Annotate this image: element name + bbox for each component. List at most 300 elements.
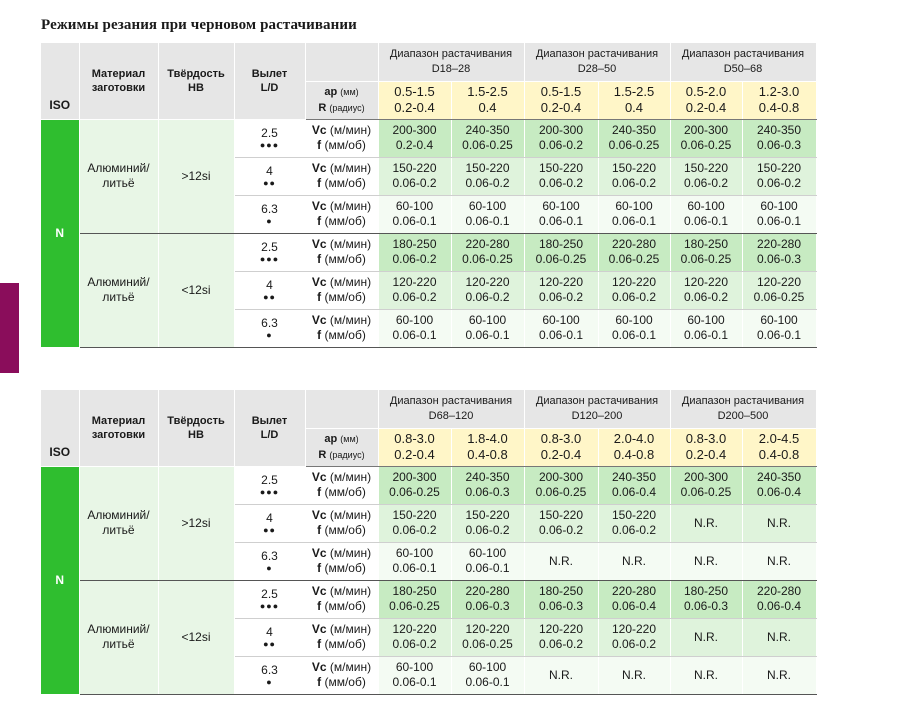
overhang-cell bbox=[234, 233, 305, 271]
f-value: 0.06-0.2 bbox=[465, 523, 510, 537]
speed-feed-cell bbox=[524, 309, 598, 347]
vc-value: 60-100 bbox=[542, 313, 580, 327]
vc-value: 150-220 bbox=[538, 161, 584, 175]
page-title: Режимы резания при черновом растачивании bbox=[41, 17, 357, 33]
f-value: 0.06-0.25 bbox=[680, 485, 732, 499]
range-value: D28–50 bbox=[577, 62, 617, 75]
speed-feed-cell bbox=[598, 466, 670, 504]
f-value: 0.06-0.1 bbox=[683, 214, 729, 228]
f-value: 0.06-0.2 bbox=[465, 290, 510, 304]
f-label: f bbox=[317, 290, 322, 304]
f-unit: (мм/об) bbox=[321, 214, 366, 228]
speed-feed-cell bbox=[378, 618, 451, 656]
range-label: Диапазон растачивания bbox=[389, 394, 513, 407]
ap-value: 1.5-2.5 bbox=[613, 84, 655, 99]
vc-label: Vc bbox=[311, 275, 327, 289]
speed-feed-cell bbox=[742, 466, 816, 504]
f-value: 0.06-0.1 bbox=[392, 214, 437, 228]
vc-value: 60-100 bbox=[395, 660, 434, 674]
r-value: 0.4-0.8 bbox=[467, 447, 508, 462]
speed-feed-cell bbox=[451, 157, 524, 195]
speed-feed-cell bbox=[670, 466, 742, 504]
vc-value: 60-100 bbox=[468, 660, 507, 674]
overhang-value: 2.5 bbox=[261, 587, 278, 601]
f-value: 0.06-0.1 bbox=[465, 675, 510, 689]
overhang-cell bbox=[234, 542, 305, 580]
vc-value: 120-220 bbox=[392, 622, 437, 636]
ap-r-value bbox=[670, 428, 742, 466]
vc-value: 150-220 bbox=[611, 161, 657, 175]
overhang-header bbox=[234, 43, 305, 119]
vc-value: 60-100 bbox=[615, 313, 653, 327]
vc-value: 180-250 bbox=[392, 584, 437, 598]
ap-r-value bbox=[598, 81, 670, 119]
vc-value: 120-220 bbox=[611, 622, 657, 636]
f-value: 0.06-0.1 bbox=[465, 214, 510, 228]
speed-feed-cell bbox=[670, 309, 742, 347]
speed-feed-cell bbox=[598, 504, 670, 542]
speed-feed-cell bbox=[598, 233, 670, 271]
r-label: R bbox=[318, 449, 330, 461]
overhang-unit: L/D bbox=[260, 428, 279, 441]
vc-value: 60-100 bbox=[395, 546, 434, 560]
speed-feed-cell bbox=[670, 580, 742, 618]
vc-label: Vc bbox=[311, 313, 327, 327]
speed-feed-cell bbox=[670, 233, 742, 271]
ap-r-label bbox=[305, 428, 378, 466]
f-value: 0.06-0.3 bbox=[756, 252, 802, 266]
vc-value: 60-100 bbox=[615, 199, 653, 213]
ap-unit: (мм) bbox=[340, 87, 359, 97]
vc-label: Vc bbox=[311, 584, 327, 598]
speed-feed-cell bbox=[670, 656, 742, 694]
f-value: 0.06-0.2 bbox=[538, 290, 584, 304]
f-value: 0.06-0.2 bbox=[611, 290, 657, 304]
speed-feed-cell bbox=[524, 504, 598, 542]
r-value: 0.2-0.4 bbox=[540, 100, 582, 115]
iso-header: ISO bbox=[41, 390, 79, 466]
overhang-value: 6.3 bbox=[261, 549, 278, 563]
data-row bbox=[41, 466, 816, 504]
overhang-dots-icon: ●● bbox=[263, 639, 276, 649]
vc-value: 60-100 bbox=[542, 199, 580, 213]
overhang-value: 6.3 bbox=[261, 316, 278, 330]
vc-value: 180-250 bbox=[683, 237, 729, 251]
r-value: 0.4-0.8 bbox=[758, 100, 800, 115]
r-value: 0.2-0.4 bbox=[394, 100, 435, 115]
vc-label: Vc bbox=[311, 199, 327, 213]
f-value: 0.06-0.1 bbox=[538, 214, 584, 228]
f-value: 0.06-0.25 bbox=[608, 138, 660, 152]
f-value: 0.06-0.2 bbox=[392, 252, 437, 266]
r-label: R bbox=[318, 102, 330, 114]
data-row bbox=[41, 233, 816, 271]
vc-unit: (м/мин) bbox=[326, 237, 372, 251]
f-value: 0.06-0.2 bbox=[611, 176, 657, 190]
f-unit: (мм/об) bbox=[321, 675, 366, 689]
vc-f-label bbox=[305, 542, 378, 580]
not-recommended: N.R. bbox=[549, 553, 573, 568]
r-value: 0.2-0.4 bbox=[394, 447, 435, 462]
r-value: 0.2-0.4 bbox=[540, 447, 582, 462]
overhang-cell bbox=[234, 618, 305, 656]
overhang-cell bbox=[234, 309, 305, 347]
section-tab-marker bbox=[0, 283, 19, 373]
vc-value: 120-220 bbox=[465, 622, 510, 636]
speed-feed-cell bbox=[524, 466, 598, 504]
ap-unit: (мм) bbox=[340, 434, 359, 444]
overhang-dots-icon: ●● bbox=[263, 525, 276, 535]
f-unit: (мм/об) bbox=[321, 561, 366, 575]
speed-feed-cell bbox=[451, 195, 524, 233]
iso-header: ISO bbox=[41, 43, 79, 119]
overhang-unit: L/D bbox=[260, 81, 279, 94]
f-label: f bbox=[317, 252, 322, 266]
not-recommended: N.R. bbox=[622, 553, 646, 568]
f-value: 0.06-0.1 bbox=[465, 561, 510, 575]
ap-r-value bbox=[742, 428, 816, 466]
vc-value: 120-220 bbox=[611, 275, 657, 289]
range-value: D120–200 bbox=[571, 409, 623, 422]
speed-feed-cell bbox=[670, 195, 742, 233]
vc-value: 150-220 bbox=[465, 508, 510, 522]
f-label: f bbox=[317, 637, 322, 651]
material-header: Материал заготовки bbox=[79, 43, 158, 119]
overhang-dots-icon: ● bbox=[266, 216, 273, 226]
vc-value: 150-220 bbox=[611, 508, 657, 522]
not-recommended: N.R. bbox=[767, 553, 791, 568]
speed-feed-cell bbox=[598, 309, 670, 347]
r-value: 0.4 bbox=[624, 100, 644, 115]
ap-label: ap bbox=[324, 86, 341, 98]
vc-f-label bbox=[305, 271, 378, 309]
overhang-value: 4 bbox=[266, 511, 273, 525]
ap-label: ap bbox=[324, 433, 341, 445]
vc-value: 150-220 bbox=[756, 161, 802, 175]
f-unit: (мм/об) bbox=[321, 328, 366, 342]
speed-feed-cell bbox=[598, 271, 670, 309]
range-value: D68–120 bbox=[428, 409, 474, 422]
speed-feed-cell bbox=[598, 656, 670, 694]
range-value: D200–500 bbox=[717, 409, 769, 422]
ap-value: 2.0-4.0 bbox=[613, 431, 655, 446]
not-recommended: N.R. bbox=[694, 553, 718, 568]
f-value: 0.2-0.4 bbox=[395, 138, 434, 152]
range-label: Диапазон растачивания bbox=[535, 394, 659, 407]
f-value: 0.06-0.2 bbox=[392, 523, 437, 537]
overhang-dots-icon: ● bbox=[266, 677, 273, 687]
vc-value: 200-300 bbox=[538, 470, 584, 484]
f-value: 0.06-0.1 bbox=[756, 214, 802, 228]
not-recommended: N.R. bbox=[549, 667, 573, 682]
overhang-cell bbox=[234, 195, 305, 233]
speed-feed-cell bbox=[451, 309, 524, 347]
vc-value: 60-100 bbox=[687, 313, 725, 327]
overhang-dots-icon: ●●● bbox=[259, 601, 280, 611]
r-value: 0.4-0.8 bbox=[613, 447, 655, 462]
param-header-blank bbox=[305, 43, 378, 81]
range-header bbox=[524, 43, 670, 81]
vc-value: 60-100 bbox=[468, 313, 507, 327]
speed-feed-cell bbox=[742, 271, 816, 309]
overhang-cell bbox=[234, 466, 305, 504]
vc-value: 200-300 bbox=[392, 470, 437, 484]
speed-feed-cell bbox=[742, 504, 816, 542]
speed-feed-cell bbox=[742, 656, 816, 694]
hardness-unit: HB bbox=[188, 81, 204, 94]
speed-feed-cell bbox=[598, 618, 670, 656]
f-value: 0.06-0.2 bbox=[538, 637, 584, 651]
ap-r-value bbox=[451, 428, 524, 466]
f-value: 0.06-0.1 bbox=[611, 214, 657, 228]
f-value: 0.06-0.25 bbox=[753, 290, 805, 304]
f-value: 0.06-0.4 bbox=[756, 485, 802, 499]
param-header-blank bbox=[305, 390, 378, 428]
ap-r-value bbox=[742, 81, 816, 119]
vc-label: Vc bbox=[311, 123, 327, 137]
speed-feed-cell bbox=[742, 233, 816, 271]
speed-feed-cell bbox=[451, 271, 524, 309]
f-unit: (мм/об) bbox=[321, 290, 366, 304]
iso-group-n: N bbox=[41, 466, 79, 694]
speed-feed-cell bbox=[378, 157, 451, 195]
hardness-label: Твёрдость bbox=[167, 414, 225, 427]
speed-feed-cell bbox=[670, 271, 742, 309]
ap-value: 1.8-4.0 bbox=[467, 431, 508, 446]
f-value: 0.06-0.1 bbox=[756, 328, 802, 342]
f-value: 0.06-0.25 bbox=[462, 252, 513, 266]
speed-feed-cell bbox=[451, 466, 524, 504]
f-value: 0.06-0.2 bbox=[683, 290, 729, 304]
r-value: 0.4-0.8 bbox=[758, 447, 800, 462]
vc-unit: (м/мин) bbox=[326, 660, 372, 674]
speed-feed-cell bbox=[670, 119, 742, 157]
not-recommended: N.R. bbox=[767, 515, 791, 530]
vc-f-label bbox=[305, 466, 378, 504]
ap-r-value bbox=[524, 81, 598, 119]
vc-unit: (м/мин) bbox=[326, 508, 372, 522]
speed-feed-cell bbox=[742, 195, 816, 233]
vc-f-label bbox=[305, 309, 378, 347]
not-recommended: N.R. bbox=[694, 667, 718, 682]
vc-value: 220-280 bbox=[465, 237, 510, 251]
vc-value: 240-350 bbox=[611, 123, 657, 137]
overhang-value: 2.5 bbox=[261, 473, 278, 487]
range-value: D18–28 bbox=[431, 62, 471, 75]
vc-value: 180-250 bbox=[538, 584, 584, 598]
ap-r-value bbox=[451, 81, 524, 119]
speed-feed-cell bbox=[598, 195, 670, 233]
overhang-label: Вылет bbox=[251, 414, 288, 427]
f-value: 0.06-0.3 bbox=[683, 599, 729, 613]
f-value: 0.06-0.2 bbox=[756, 176, 802, 190]
header-row-ranges bbox=[41, 43, 816, 81]
vc-f-label bbox=[305, 580, 378, 618]
f-label: f bbox=[317, 561, 322, 575]
speed-feed-cell bbox=[378, 542, 451, 580]
overhang-value: 2.5 bbox=[261, 240, 278, 254]
vc-f-label bbox=[305, 195, 378, 233]
speed-feed-cell bbox=[598, 542, 670, 580]
vc-value: 180-250 bbox=[683, 584, 729, 598]
r-unit: (радиус) bbox=[329, 103, 365, 113]
speed-feed-cell bbox=[378, 580, 451, 618]
r-value: 0.4 bbox=[478, 100, 497, 115]
vc-value: 150-220 bbox=[465, 161, 510, 175]
speed-feed-cell bbox=[670, 618, 742, 656]
vc-value: 120-220 bbox=[756, 275, 802, 289]
speed-feed-cell bbox=[378, 656, 451, 694]
overhang-cell bbox=[234, 271, 305, 309]
f-label: f bbox=[317, 675, 322, 689]
range-header bbox=[524, 390, 670, 428]
overhang-dots-icon: ●●● bbox=[259, 487, 280, 497]
f-label: f bbox=[317, 176, 322, 190]
f-label: f bbox=[317, 328, 322, 342]
data-row bbox=[41, 119, 816, 157]
speed-feed-cell bbox=[742, 309, 816, 347]
speed-feed-cell bbox=[742, 618, 816, 656]
f-value: 0.06-0.1 bbox=[392, 675, 437, 689]
not-recommended: N.R. bbox=[622, 667, 646, 682]
f-value: 0.06-0.3 bbox=[465, 485, 510, 499]
vc-value: 120-220 bbox=[392, 275, 437, 289]
vc-unit: (м/мин) bbox=[326, 470, 372, 484]
speed-feed-cell bbox=[598, 157, 670, 195]
data-row bbox=[41, 580, 816, 618]
speed-feed-cell bbox=[524, 542, 598, 580]
f-value: 0.06-0.1 bbox=[465, 328, 510, 342]
vc-value: 60-100 bbox=[468, 546, 507, 560]
f-label: f bbox=[317, 523, 322, 537]
vc-value: 150-220 bbox=[392, 161, 437, 175]
material-cell: Алюминий/литьё bbox=[79, 233, 158, 347]
vc-f-label bbox=[305, 618, 378, 656]
speed-feed-cell bbox=[524, 233, 598, 271]
vc-unit: (м/мин) bbox=[326, 622, 372, 636]
speed-feed-cell bbox=[670, 157, 742, 195]
speed-feed-cell bbox=[524, 580, 598, 618]
hardness-cell: >12si bbox=[158, 119, 234, 233]
vc-value: 220-280 bbox=[756, 237, 802, 251]
hardness-label: Твёрдость bbox=[167, 67, 225, 80]
header-row-ranges bbox=[41, 390, 816, 428]
f-value: 0.06-0.25 bbox=[389, 485, 440, 499]
speed-feed-cell bbox=[378, 504, 451, 542]
hardness-header bbox=[158, 390, 234, 466]
overhang-value: 4 bbox=[266, 164, 273, 178]
f-value: 0.06-0.25 bbox=[389, 599, 440, 613]
speed-feed-cell bbox=[742, 157, 816, 195]
hardness-cell: >12si bbox=[158, 466, 234, 580]
f-value: 0.06-0.2 bbox=[538, 138, 584, 152]
vc-value: 240-350 bbox=[756, 470, 802, 484]
material-header: Материал заготовки bbox=[79, 390, 158, 466]
overhang-header bbox=[234, 390, 305, 466]
vc-unit: (м/мин) bbox=[326, 123, 372, 137]
overhang-value: 6.3 bbox=[261, 202, 278, 216]
cutting-data-table bbox=[41, 43, 817, 348]
overhang-cell bbox=[234, 580, 305, 618]
speed-feed-cell bbox=[378, 309, 451, 347]
ap-value: 0.5-1.5 bbox=[540, 84, 582, 99]
overhang-dots-icon: ●●● bbox=[259, 254, 280, 264]
vc-value: 150-220 bbox=[683, 161, 729, 175]
vc-value: 240-350 bbox=[465, 123, 510, 137]
f-value: 0.06-0.4 bbox=[611, 485, 657, 499]
ap-value: 0.5-1.5 bbox=[394, 84, 435, 99]
vc-value: 150-220 bbox=[538, 508, 584, 522]
vc-value: 60-100 bbox=[395, 199, 434, 213]
range-label: Диапазон растачивания bbox=[681, 47, 805, 60]
range-header bbox=[378, 390, 524, 428]
speed-feed-cell bbox=[378, 466, 451, 504]
vc-value: 150-220 bbox=[392, 508, 437, 522]
range-header bbox=[378, 43, 524, 81]
speed-feed-cell bbox=[451, 580, 524, 618]
material-cell: Алюминий/литьё bbox=[79, 466, 158, 580]
f-value: 0.06-0.2 bbox=[392, 290, 437, 304]
f-unit: (мм/об) bbox=[321, 252, 366, 266]
vc-label: Vc bbox=[311, 622, 327, 636]
f-value: 0.06-0.25 bbox=[680, 138, 732, 152]
vc-value: 120-220 bbox=[465, 275, 510, 289]
f-unit: (мм/об) bbox=[321, 138, 366, 152]
speed-feed-cell bbox=[742, 580, 816, 618]
f-value: 0.06-0.1 bbox=[392, 328, 437, 342]
hardness-header bbox=[158, 43, 234, 119]
vc-unit: (м/мин) bbox=[326, 161, 372, 175]
vc-unit: (м/мин) bbox=[326, 313, 372, 327]
vc-label: Vc bbox=[311, 237, 327, 251]
f-value: 0.06-0.25 bbox=[680, 252, 732, 266]
vc-value: 220-280 bbox=[756, 584, 802, 598]
overhang-cell bbox=[234, 656, 305, 694]
speed-feed-cell bbox=[451, 233, 524, 271]
vc-f-label bbox=[305, 233, 378, 271]
overhang-cell bbox=[234, 119, 305, 157]
f-value: 0.06-0.3 bbox=[756, 138, 802, 152]
speed-feed-cell bbox=[524, 271, 598, 309]
ap-value: 1.5-2.5 bbox=[467, 84, 508, 99]
f-value: 0.06-0.3 bbox=[538, 599, 584, 613]
f-value: 0.06-0.25 bbox=[462, 637, 513, 651]
speed-feed-cell bbox=[598, 119, 670, 157]
speed-feed-cell bbox=[524, 157, 598, 195]
speed-feed-cell bbox=[742, 542, 816, 580]
ap-value: 0.8-3.0 bbox=[685, 431, 727, 446]
vc-value: 60-100 bbox=[468, 199, 507, 213]
speed-feed-cell bbox=[524, 618, 598, 656]
material-cell: Алюминий/литьё bbox=[79, 119, 158, 233]
f-label: f bbox=[317, 138, 322, 152]
vc-value: 60-100 bbox=[687, 199, 725, 213]
vc-f-label bbox=[305, 504, 378, 542]
speed-feed-cell bbox=[378, 233, 451, 271]
vc-value: 60-100 bbox=[760, 313, 798, 327]
ap-r-value bbox=[378, 428, 451, 466]
vc-f-label bbox=[305, 157, 378, 195]
cutting-data-table bbox=[41, 390, 817, 695]
f-value: 0.06-0.25 bbox=[608, 252, 660, 266]
not-recommended: N.R. bbox=[767, 667, 791, 682]
hardness-unit: HB bbox=[188, 428, 204, 441]
overhang-cell bbox=[234, 504, 305, 542]
speed-feed-cell bbox=[451, 618, 524, 656]
overhang-dots-icon: ●●● bbox=[259, 140, 280, 150]
vc-value: 240-350 bbox=[756, 123, 802, 137]
ap-r-value bbox=[524, 428, 598, 466]
